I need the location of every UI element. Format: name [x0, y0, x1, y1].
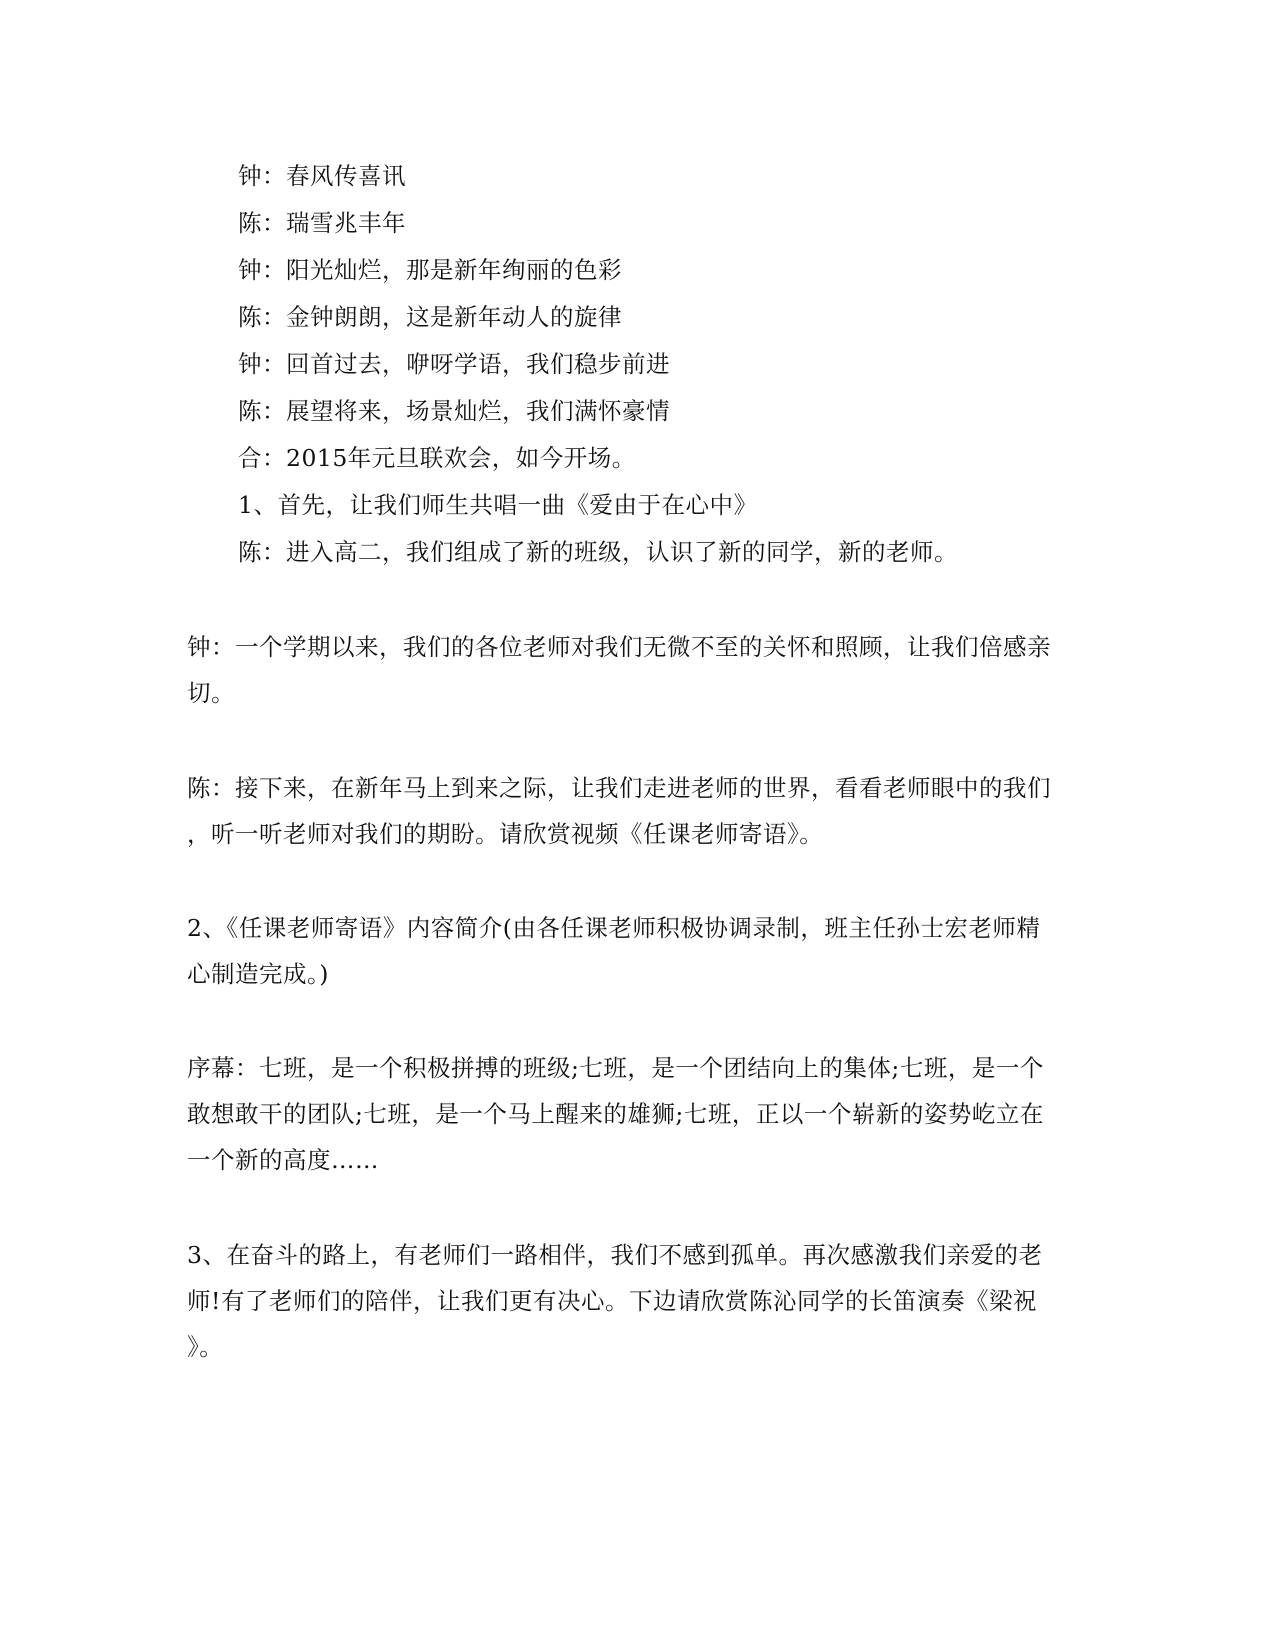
paragraph-line: 敢想敢干的团队;七班，是一个马上醒来的雄狮;七班，正以一个崭新的姿势屹立在	[187, 1100, 1044, 1128]
dialogue-line: 陈：金钟朗朗，这是新年动人的旋律	[238, 303, 622, 331]
paragraph-line: 师!有了老师们的陪伴，让我们更有决心。下边请欣赏陈沁同学的长笛演奏《梁祝	[187, 1287, 1037, 1315]
dialogue-line: 钟：阳光灿烂，那是新年绚丽的色彩	[238, 256, 622, 284]
dialogue-line: 钟：回首过去，咿呀学语，我们稳步前进	[238, 350, 670, 378]
dialogue-line: 陈：进入高二，我们组成了新的班级，认识了新的同学，新的老师。	[238, 538, 958, 566]
paragraph-line: 》。	[187, 1333, 224, 1361]
dialogue-line: 陈：瑞雪兆丰年	[238, 209, 406, 237]
paragraph-line: 陈：接下来，在新年马上到来之际，让我们走进老师的世界，看看老师眼中的我们	[187, 774, 1051, 802]
paragraph-line: 心制造完成。)	[187, 960, 329, 988]
paragraph-line: ，听一听老师对我们的期盼。请欣赏视频《任课老师寄语》。	[187, 820, 824, 848]
dialogue-line: 钟：春风传喜讯	[238, 162, 406, 190]
program-item: 1、首先，让我们师生共唱一曲《爱由于在心中》	[238, 491, 758, 519]
dialogue-line: 陈：展望将来，场景灿烂，我们满怀豪情	[238, 397, 670, 425]
paragraph-line: 一个新的高度……	[187, 1146, 379, 1174]
paragraph-line: 钟：一个学期以来，我们的各位老师对我们无微不至的关怀和照顾，让我们倍感亲	[187, 633, 1051, 661]
paragraph-line: 2、《任课老师寄语》内容简介(由各任课老师积极协调录制，班主任孙士宏老师精	[187, 914, 1041, 942]
dialogue-line: 合：2015年元旦联欢会，如今开场。	[238, 444, 636, 472]
paragraph-line: 3、在奋斗的路上，有老师们一路相伴，我们不感到孤单。再次感激我们亲爱的老	[187, 1241, 1043, 1269]
paragraph-line: 切。	[187, 679, 235, 707]
paragraph-line: 序幕：七班，是一个积极拼搏的班级;七班，是一个团结向上的集体;七班，是一个	[187, 1054, 1044, 1082]
